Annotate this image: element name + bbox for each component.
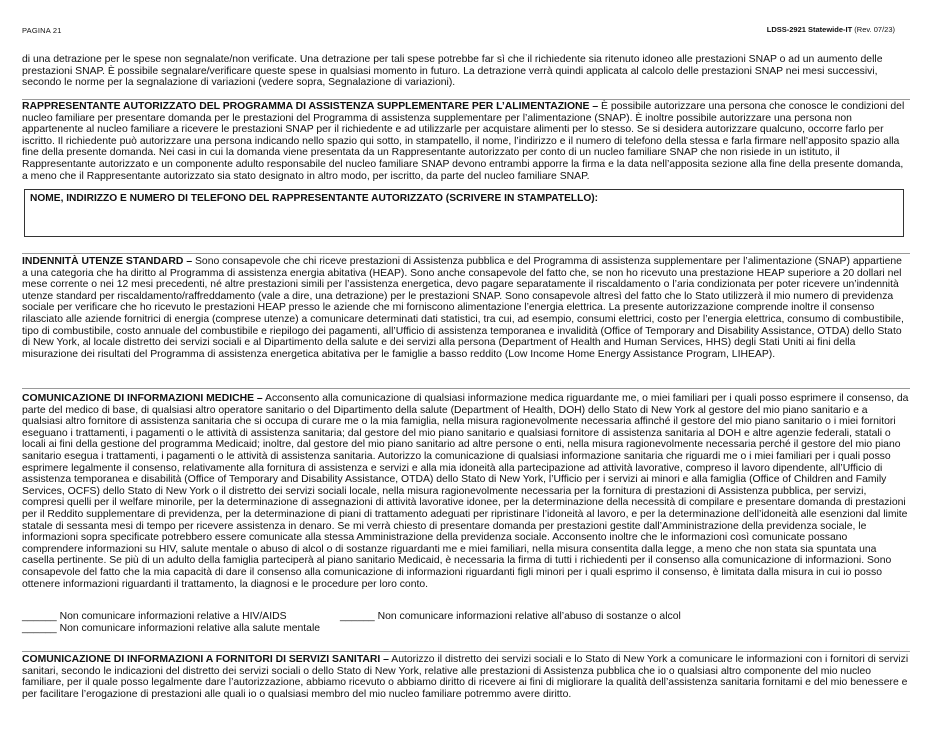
authorized-rep-field-box[interactable] (24, 189, 904, 237)
utility-text: Sono consapevole che chi riceve prestazioni di Assistenza pubblica e del Programma di assistenza supplementare per l’alimentazione (SNAP) appartiene a una categoria che ha diritto al Programma di assistenza energia abitativa (HEAP). Sono anche consapevole del fatto che, se non ho ricevuto una prestazione HEAP superiore a 20 dollari nel mese corrente o nei 12 mesi precedenti, né altre prestazioni simili per l’assistenza energetica, devo pagare separatamente il riscaldamento o l’aria condizionata per poter ricevere un’indennità utenze standard per riscaldamento/raffreddamento (vale a dire, una detrazione) per le prestazioni SNAP. Sono consapevole altresì del fatto che lo Stato utilizzerà il mio numero di previdenza sociale per verificare che ho ricevuto le prestazioni HEAP presso le aziende che mi forniscono alimentazione l’energia elettrica. La presente autorizzazione comprende inoltre il consenso rilasciato alle aziende fornitrici di energia (comprese utenze) a comunicare determinati dati statistici, tra cui, ad esempio, consumi elettrici, costo per l’energia elettrica, consumo di combustibile, tipo di combustibile, costo annuale del combustibile e riepilogo dei pagamenti, all’Ufficio di assistenza temporanea e invalidità (Office of Temporary and Disability Assistance, OTDA) dello Stato di New York, al locale distretto dei servizi sociali e al Dipartimento della salute e dei servizi alla persona (Department of Health and Human Services, HHS) degli Stati Uniti ai fini della misurazione dei risultati del Programma di assistenza energetica abitativa per le famiglie a basso reddito (Low Income Home Energy Assistance Program, LIHEAP). (22, 256, 904, 360)
form-identifier (767, 25, 895, 34)
form-revision: (Rev. 07/23) (854, 25, 895, 34)
option-substance[interactable] (340, 611, 681, 623)
option-hiv[interactable] (22, 611, 287, 623)
option-hiv-blank[interactable]: ______ (22, 611, 57, 622)
providers-heading: COMUNICAZIONE DI INFORMAZIONI A FORNITORI DI SERVIZI SANITARI – (22, 654, 389, 665)
section-divider (22, 253, 910, 254)
option-hiv-label: Non comunicare informazioni relative a HIV/AIDS (59, 611, 287, 622)
medical-heading: COMUNICAZIONE DI INFORMAZIONI MEDICHE – (22, 393, 263, 404)
section-divider (22, 388, 910, 389)
authorized-rep-field-label: NOME, INDIRIZZO E NUMERO DI TELEFONO DEL RAPPRESENTANTE AUTORIZZATO (SCRIVERE IN STAMPATELLO): (30, 193, 599, 204)
medical-paragraph (22, 393, 910, 590)
authorized-rep-heading: RAPPRESENTANTE AUTORIZZATO DEL PROGRAMMA DI ASSISTENZA SUPPLEMENTARE PER L’ALIMENTAZIONE – (22, 101, 599, 112)
authorized-rep-paragraph (22, 101, 910, 182)
option-mental-blank[interactable]: ______ (22, 623, 57, 634)
form-id: LDSS-2921 Statewide-IT (766, 25, 853, 34)
providers-text: Autorizzo il distretto dei servizi sociali e lo Stato di New York a comunicare le informazioni con i fornitori di servizi sanitari, secondo le indicazioni del distretto dei servizi sociali o dello Stato di New York, relative alle prestazioni di Assistenza pubblica che io o qualsiasi altro componente del mio nucleo familiare, per il quale posso legalmente dare l’autorizzazione, abbiamo ricevuto o abbiamo diritto di ricevere ai fini di migliorare la qualità dell’assistenza sanitaria fornitami e del mio benessere e per facilitare l’erogazione di prestazioni alle quali io o qualsiasi membro del mio nucleo familiare potremmo avere diritto. (22, 654, 909, 700)
providers-paragraph (22, 654, 910, 700)
option-substance-blank[interactable]: ______ (340, 611, 375, 622)
page-number: PAGINA 21 (22, 26, 62, 35)
option-mental-label: Non comunicare informazioni relative alla salute mentale (59, 623, 321, 634)
section-divider (22, 99, 910, 100)
utility-heading: INDENNITÀ UTENZE STANDARD – (22, 256, 193, 267)
authorized-rep-field-value[interactable] (30, 208, 898, 233)
authorized-rep-text: È possibile autorizzare una persona che conosce le condizioni del nucleo familiare per presentare domanda per le prestazioni del Programma di assistenza supplementare per l’alimentazione (SNAP). È inoltre possibile autorizzare una persona non appartenente al nucleo familiare a ricevere le prestazioni SNAP per il richiedente e ad utilizzarle per acquistare alimenti per lo stesso. Se si desidera autorizzare qualcuno, occorre farlo per iscritto. Il richiedente può autorizzare una persona indicando nello spazio qui sotto, in stampatello, il nome, l’indirizzo e il numero di telefono della stessa e farla firmare nell’apposito spazio alla fine della presente domanda. Nei casi in cui la domanda viene presentata da un Rappresentante autorizzato per conto di un nucleo familiare SNAP che non risiede in un istituto, il Rappresentante autorizzato e un componente adulto responsabile del nucleo familiare SNAP devono entrambi apporre la firma e la data nell’apposita sezione alla fine della presente domanda, a meno che il Rappresentante autorizzato sia stato designato in altro modo, per iscritto, da parte del nucleo familiare SNAP. (22, 101, 905, 182)
medical-text: Acconsento alla comunicazione di qualsiasi informazione medica riguardante me, o miei familiari per i quali posso esprimere il consenso, da parte del medico di base, di qualsiasi altro operatore sanitario o del Dipartimento della salute (Department of Health, DOH) dello Stato di New York al gestore del mio piano sanitario e a qualsiasi altro fornitore di assistenza sanitaria che si occupa di curare me o la mia famiglia, nella misura ragionevolmente necessaria affinché il gestore del mio piano sanitario o i miei fornitori eseguano i trattamenti, i pagamenti o le attività di assistenza sanitaria; dal gestore del mio piano sanitario e qualsiasi fornitore di assistenza sanitaria al DOH e altre agenzie federali, statali o locali ai fini della gestione del programma Medicaid; inoltre, dal gestore del mio piano sanitario ad altre persone o enti, nella misura ragionevolmente necessaria perché il gestore del mio piano sanitario esegua i trattamenti, i pagamenti o le attività di assistenza sanitaria. Autorizzo la comunicazione di qualsiasi informazione sanitaria che riguardi me o i miei familiari per i quali posso esprimere legalmente il consenso, relativamente alla fornitura di assistenza e servizi e alla mia idoneità alla partecipazione ad attività lavorative, compreso il lavoro dipendente, all’Ufficio di assistenza temporanea e disabilità (Office of Temporary and Disability Assistance, OTDA) dello Stato di New York, l’Ufficio per i servizi ai minori e alla famiglia (Office of Children and Family Services, OCFS) dello Stato di New York o il distretto dei servizi sociali locale, nella misura ragionevolmente necessaria per la fornitura di prestazioni di Assistenza pubblica, per servizi, compresi quelli per il welfare minorile, per la determinazione di assegnazioni di attività lavorative idonee, per la determinazione della necessità di compilare e presentare domanda di prestazioni per il Reddito supplementare di previdenza, per la determinazione di piani di trattamento adeguati per ripristinare l’idoneità al lavoro, e per la determinazione dell’idoneità alle esenzioni dal limite statale di sessanta mesi di tempo per ricevere assistenza in denaro. Se mi verrà chiesto di presentare domanda per prestazioni gestite dall’Amministrazione della previdenza sociale, le informazioni sopra specificate potrebbero essere comunicate alla stessa Amministrazione della previdenza sociale. Acconsento inoltre che le informazioni così comunicate possano comprendere informazioni su HIV, salute mentale o abuso di alcol o di sostanze riguardanti me e miei familiari, nella misura consentita dalla legge, a meno che non stata sia spuntata una casella pertinente. Se più di un adulto della famiglia parteciperà al piano sanitario Medicaid, è necessaria la firma di tutti i richiedenti per il consenso alla comunicazione di informazioni. Sono consapevole del fatto che la mia capacità di dare il consenso alla comunicazione di informazioni riguardanti figli minori per i quali esprimo il consenso, è limitata dalla misura in cui io posso ottenere informazioni riguardanti il trattamento, la diagnosi e le procedure per loro conto. (22, 393, 909, 590)
utility-paragraph (22, 256, 910, 360)
intro-paragraph: di una detrazione per le spese non segnalate/non verificate. Una detrazione per tali spese potrebbe far sì che il richiedente sia ritenuto idoneo alle prestazioni SNAP o ad un aumento delle prestazioni SNAP. È possibile segnalare/verificare queste spese in qualsiasi momento in futuro. La detrazione verrà quindi applicata al calcolo delle prestazioni SNAP nei mesi successivi, secondo le norme per la segnalazione di variazioni (vedere sopra, Segnalazione di variazioni). (22, 54, 883, 89)
option-mental[interactable] (22, 623, 320, 635)
section-divider (22, 651, 910, 652)
option-substance-label: Non comunicare informazioni relative all’abuso di sostanze o alcol (377, 611, 681, 622)
